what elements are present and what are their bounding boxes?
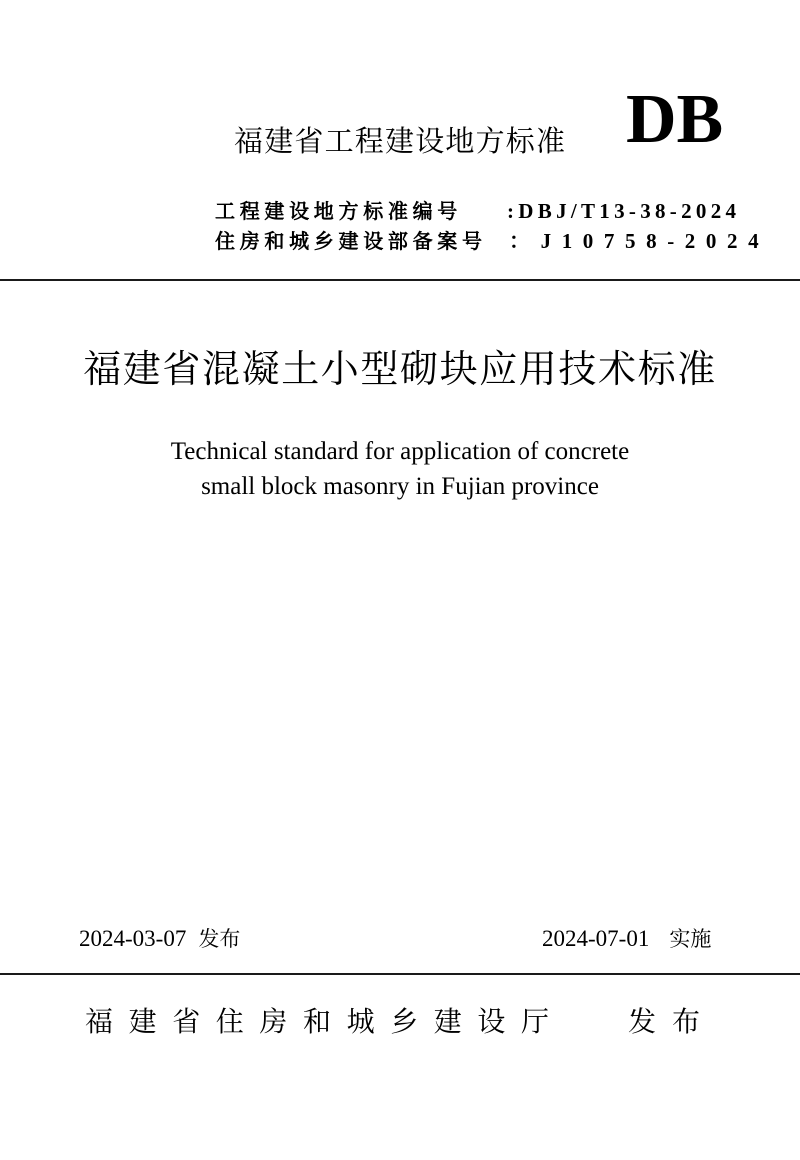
issue-date-label: 发布 <box>198 927 241 951</box>
footer-divider <box>0 973 800 975</box>
filing-number-value: ：J10758-2024 <box>509 229 770 253</box>
header-divider <box>0 279 800 281</box>
db-mark: DB <box>626 81 724 158</box>
implementation-date-label: 实施 <box>669 927 712 951</box>
implementation-date <box>542 924 711 954</box>
standard-number-row <box>215 198 740 224</box>
standard-type: 福建省工程建设地方标准 <box>234 124 567 158</box>
document-title-english <box>0 434 800 504</box>
english-title-line-2: small block masonry in Fujian province <box>201 473 599 500</box>
issued-label: 发布 <box>628 1005 717 1038</box>
english-title-line-1: Technical standard for application of concrete <box>170 438 630 465</box>
issue-date <box>79 924 240 954</box>
filing-number-label: 住房和城乡建设部备案号 <box>215 229 487 253</box>
document-title-chinese: 福建省混凝土小型砌块应用技术标准 <box>83 347 717 391</box>
standard-number-value: :DBJ/T13-38-2024 <box>507 199 741 223</box>
issue-date-value: 2024-03-07 <box>79 926 187 951</box>
filing-number-row <box>215 228 769 254</box>
standard-number-label: 工程建设地方标准编号 <box>215 199 462 223</box>
issuing-authority: 福建省住房和城乡建设厅 <box>85 1005 565 1038</box>
implementation-date-value: 2024-07-01 <box>542 926 650 951</box>
